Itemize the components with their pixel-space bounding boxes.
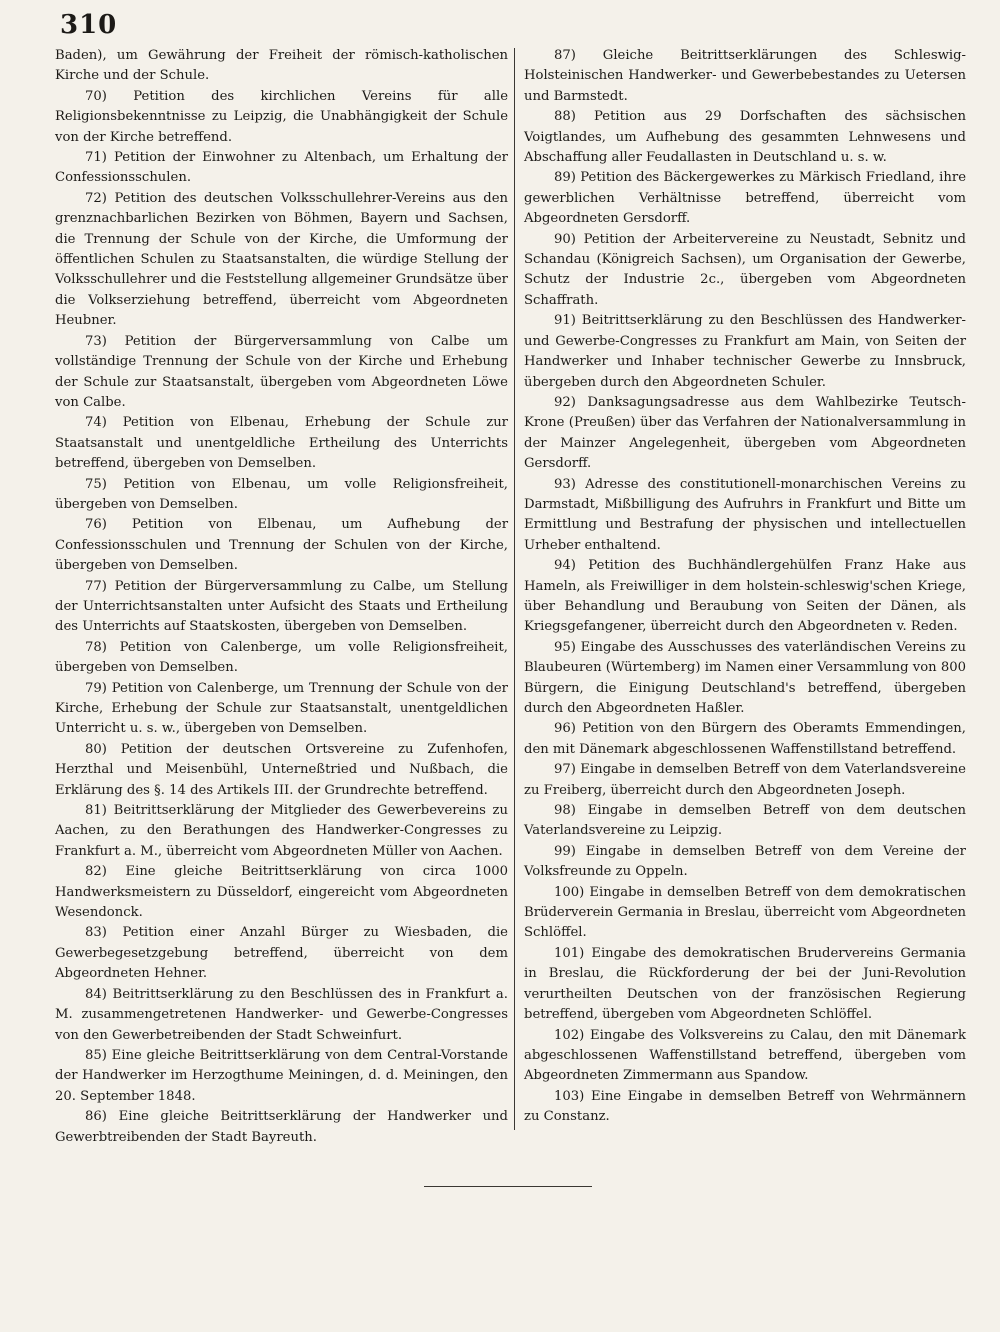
- entry-text: Beitrittserklärung der Mitglieder des Gewerbevereins zu Aachen, zu den Berathungen des Handwerker-Congresses zu Frankfurt a. M., überreicht vom Abgeordneten Müller von Aachen.: [55, 803, 508, 859]
- right-column: [524, 46, 966, 1128]
- entry-text: Beitrittserklärung zu den Beschlüssen des in Frankfurt a. M. zusammengetretenen Handwerker- und Gewerbe-Congresses von den Gewerbetreibenden der Stadt Schweinfurt.: [55, 986, 508, 1043]
- entry-number: 74): [85, 415, 107, 431]
- entry-text: Petition aus 29 Dorfschaften des sächsischen Voigtlandes, um Aufhebung des gesammten Lehnwesens und Abschaffung aller Feudallasten in Deutschland u. s. w.: [524, 109, 966, 166]
- entry-number: 90): [554, 231, 576, 247]
- entry-text: Petition der deutschen Ortsvereine zu Zufenhofen, Herzthal und Meisenbühl, Unterneßtried und Nußbach, die Erklärung des §. 14 des Artikels III. der Grundrechte betreffend.: [55, 741, 508, 798]
- petition-entry: [55, 475, 508, 516]
- entry-text: Eine Eingabe in demselben Betreff von Wehrmännern zu Constanz.: [524, 1088, 966, 1125]
- entry-text: Petition der Einwohner zu Altenbach, um Erhaltung der Confessionsschulen.: [55, 150, 508, 186]
- entry-number: 79): [85, 680, 107, 696]
- entry-text: Eine gleiche Beitrittserklärung der Handwerker und Gewerbtreibenden der Stadt Bayreuth.: [55, 1109, 508, 1145]
- entry-number: 100): [554, 884, 585, 900]
- petition-entry: [55, 740, 508, 801]
- column-divider: [514, 48, 515, 1130]
- entry-text: Gleiche Beitrittserklärungen des Schleswig-Holsteinischen Handwerker- und Gewerbebestandes zu Uetersen und Barmstedt.: [524, 48, 966, 104]
- petition-entry: [524, 311, 966, 393]
- entry-number: 93): [554, 476, 576, 492]
- petition-entry: [524, 1087, 966, 1128]
- petition-entry: [55, 332, 508, 414]
- entry-text: Eingabe des demokratischen Brudervereins Germania in Breslau, die Rückforderung der bei der Juni-Revolution verurtheilten Deutschen von der französischen Regierung betreffend, übergeben vom Abgeordneten Schlöffel.: [524, 945, 966, 1023]
- entry-number: 81): [85, 803, 107, 819]
- entry-text: Eingabe in demselben Betreff von dem Vaterlandsvereine zu Freiberg, überreicht durch den Abgeordneten Joseph.: [524, 762, 966, 798]
- entry-text: Baden), um Gewährung der Freiheit der römisch-katholischen Kirche und der Schule.: [55, 48, 508, 84]
- left-column: [55, 46, 508, 1148]
- entry-number: 101): [554, 945, 585, 961]
- entry-text: Eingabe in demselben Betreff von dem deutschen Vaterlandsvereine zu Leipzig.: [524, 803, 966, 839]
- petition-entry: [55, 413, 508, 474]
- entry-number: 70): [85, 88, 107, 104]
- entry-text: Petition von Elbenau, um volle Religionsfreiheit, übergeben von Demselben.: [55, 476, 508, 512]
- petition-entry: [55, 862, 508, 923]
- petition-entry: [55, 985, 508, 1046]
- petition-entry: [524, 475, 966, 557]
- entry-number: 78): [85, 639, 107, 655]
- petition-entry: [55, 1107, 508, 1148]
- entry-text: Petition von den Bürgern des Oberamts Emmendingen, den mit Dänemark abgeschlossenen Waffenstillstand betreffend.: [524, 721, 966, 757]
- entry-number: 89): [554, 170, 576, 186]
- entry-text: Eine gleiche Beitrittserklärung von circa 1000 Handwerksmeistern zu Düsseldorf, eingereicht vom Abgeordneten Wesendonck.: [55, 864, 508, 921]
- entry-text: Eingabe in demselben Betreff von dem Vereine der Volksfreunde zu Oppeln.: [524, 843, 966, 880]
- entry-number: 94): [554, 558, 576, 574]
- entry-number: 75): [85, 476, 107, 492]
- entry-text: Eingabe des Ausschusses des vaterländischen Vereins zu Blaubeuren (Würtemberg) im Namen einer Versammlung von 800 Bürgern, die Einigung Deutschland's betreffend, übergeben durch den Abgeordneten Haßler.: [524, 639, 966, 716]
- entry-text: Petition des kirchlichen Vereins für alle Religionsbekenntnisse zu Leipzig, die Unabhängigkeit der Schule von der Kirche betreffend.: [55, 88, 508, 145]
- entry-text: Danksagungsadresse aus dem Wahlbezirke Teutsch-Krone (Preußen) über das Verfahren der Nationalversammlung in der Mainzer Angelegenheit, übergeben vom Abgeordneten Gersdorff.: [524, 394, 967, 472]
- petition-entry: [524, 842, 966, 883]
- entry-number: 71): [85, 150, 107, 166]
- entry-text: Eingabe des Volksvereins zu Calau, den mit Dänemark abgeschlossenen Waffenstillstand betreffend, übergeben vom Abgeordneten Zimmermann aus Spandow.: [524, 1027, 966, 1084]
- petition-entry: [524, 230, 966, 312]
- entry-text: Eine gleiche Beitrittserklärung von dem Central-Vorstande der Handwerker im Herzogthume Meiningen, d. d. Meiningen, den 20. September 1848.: [55, 1047, 508, 1104]
- petition-entry: [524, 393, 966, 475]
- petition-entry: [524, 107, 966, 168]
- entry-number: 102): [554, 1027, 585, 1043]
- entry-number: 103): [554, 1088, 585, 1104]
- petition-entry: [524, 1026, 966, 1087]
- petition-entry: [55, 87, 508, 148]
- entry-text: Petition der Bürgerversammlung zu Calbe, um Stellung der Unterrichtsanstalten unter Aufsicht des Staats und Ertheilung des Unterrichts auf Staatskosten, übergeben von Demselben.: [55, 578, 508, 635]
- entry-text: Petition des deutschen Volksschullehrer-Vereins aus den grenznachbarlichen Bezirken von Böhmen, Bayern und Sachsen, die Trennung der Schule von der Kirche, die Umformung der öffentlichen Schulen zu Staatsanstalten, die würdige Stellung der Volksschullehrer und die Feststellung allgemeiner Grundsätze über die Volkserziehung betreffend, überreicht vom Abgeordneten Heubner.: [55, 190, 508, 329]
- end-rule: [424, 1186, 592, 1187]
- petition-entry: [524, 883, 966, 944]
- petition-entry: [55, 801, 508, 862]
- entry-number: 73): [85, 333, 107, 349]
- entry-number: 88): [554, 109, 576, 125]
- entry-text: Petition von Calenberge, um volle Religionsfreiheit, übergeben von Demselben.: [55, 639, 508, 676]
- entry-text: Petition der Arbeitervereine zu Neustadt, Sebnitz und Schandau (Königreich Sachsen), um Organisation der Gewerbe, Schutz der Industrie 2c., übergeben vom Abgeordneten Schaffrath.: [524, 231, 966, 308]
- entry-text: Petition von Elbenau, um Aufhebung der Confessionsschulen und Trennung der Schulen von der Kirche, übergeben von Demselben.: [55, 517, 508, 574]
- entry-number: 76): [85, 517, 107, 533]
- petition-entry: [55, 148, 508, 189]
- entry-text: Adresse des constitutionell-monarchischen Vereins zu Darmstadt, Mißbilligung des Aufruhrs in Frankfurt und Bitte um Ermittlung und Bestrafung der physischen und intellectuellen Urheber enthaltend.: [524, 476, 966, 553]
- entry-text: Eingabe in demselben Betreff von dem demokratischen Brüderverein Germania in Breslau, überreicht vom Abgeordneten Schlöffel.: [524, 884, 966, 941]
- entry-number: 99): [554, 843, 576, 859]
- petition-entry: [524, 556, 966, 638]
- petition-entry: [524, 801, 966, 842]
- entry-text: Petition einer Anzahl Bürger zu Wiesbaden, die Gewerbegesetzgebung betreffend, überreicht von dem Abgeordneten Hehner.: [55, 925, 508, 982]
- entry-number: 85): [85, 1047, 107, 1063]
- entry-number: 96): [554, 721, 576, 737]
- entry-number: 80): [85, 741, 107, 757]
- entry-text: Petition von Calenberge, um Trennung der Schule von der Kirche, Erhebung der Schule zur Staatsanstalt, unentgeldlichen Unterricht u. s. w., übergeben von Demselben.: [55, 680, 508, 737]
- entry-number: 87): [554, 48, 576, 63]
- petition-entry: [524, 719, 966, 760]
- petition-entry: [55, 638, 508, 679]
- petition-entry: [55, 577, 508, 638]
- entry-number: 92): [554, 394, 576, 410]
- petition-entry: [524, 46, 966, 107]
- entry-text: Petition der Bürgerversammlung von Calbe um vollständige Trennung der Schule von der Kirche und Erhebung der Schule zur Staatsanstalt, übergeben vom Abgeordneten Löwe von Calbe.: [55, 333, 508, 410]
- entry-text: Petition des Bäckergewerkes zu Märkisch Friedland, ihre gewerblichen Verhältnisse betreffend, überreicht vom Abgeordneten Gersdorff.: [524, 170, 966, 227]
- petition-entry: [55, 189, 508, 332]
- petition-entry: [524, 638, 966, 720]
- petition-entry: [55, 46, 508, 87]
- entry-number: 91): [554, 313, 576, 329]
- page-number: 310: [60, 10, 118, 40]
- petition-entry: [524, 760, 966, 801]
- petition-entry: [55, 515, 508, 576]
- entry-number: 97): [554, 762, 576, 778]
- entry-number: 83): [85, 925, 107, 941]
- entry-number: 84): [85, 986, 107, 1002]
- petition-entry: [55, 923, 508, 984]
- entry-number: 95): [554, 639, 576, 655]
- entry-text: Petition von Elbenau, Erhebung der Schule zur Staatsanstalt und unentgeldliche Ertheilung des Unterrichts betreffend, übergeben von Demselben.: [55, 415, 508, 472]
- entry-number: 98): [554, 803, 576, 819]
- entry-number: 86): [85, 1109, 107, 1125]
- entry-number: 82): [85, 864, 107, 880]
- petition-entry: [524, 168, 966, 229]
- petition-entry: [524, 944, 966, 1026]
- petition-entry: [55, 679, 508, 740]
- entry-text: Petition des Buchhändlergehülfen Franz Hake aus Hameln, als Freiwilliger in dem holstein-schleswig'schen Kriege, über Behandlung und Beraubung von Seiten der Dänen, als Kriegsgefangener, überreicht durch den Abgeordneten v. Reden.: [524, 558, 966, 635]
- entry-number: 72): [85, 190, 107, 206]
- petition-entry: [55, 1046, 508, 1107]
- entry-number: 77): [85, 578, 107, 594]
- entry-text: Beitrittserklärung zu den Beschlüssen des Handwerker- und Gewerbe-Congresses zu Frankfurt am Main, von Seiten der Handwerker und Inhaber technischer Gewerbe zu Innsbruck, übergeben durch den Abgeordneten Schuler.: [524, 313, 966, 390]
